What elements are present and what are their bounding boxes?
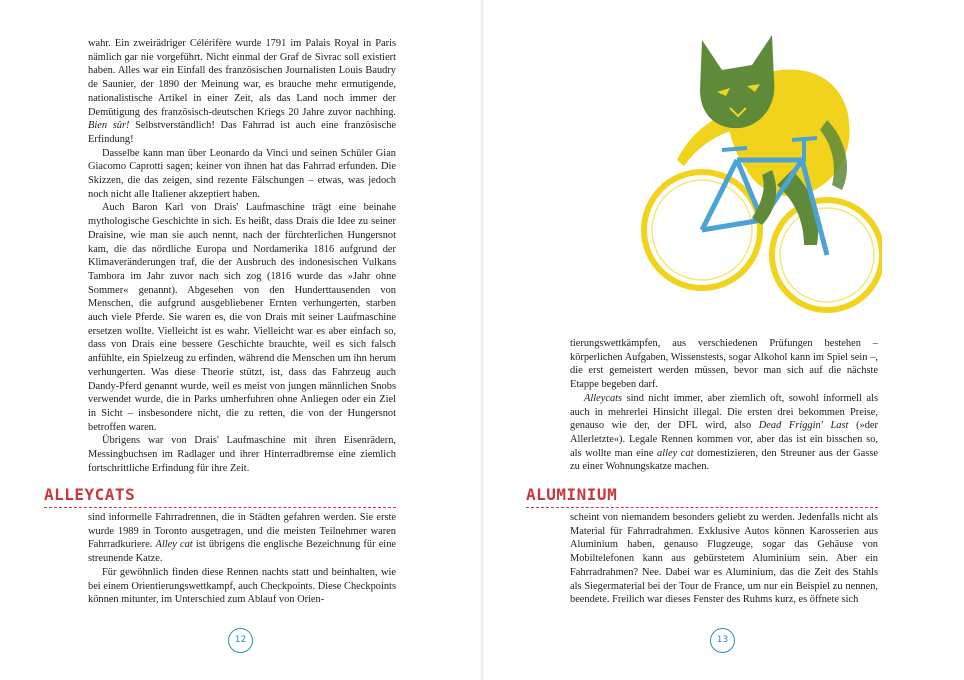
page-number: 13 <box>710 628 735 653</box>
paragraph: sind informelle Fahrradrennen, die in Städten gefahren werden. Sie erste wurde 1989 in Toronto ausgetragen, und die meisten Teilnehmer waren Fahrradkuriere. Alley cat ist übrigens die englische Bezeichnung für eine streunende Katze. <box>88 512 396 565</box>
section-heading-alleycats: ALLEYCATS <box>44 485 136 504</box>
paragraph: wahr. Ein zweirädriger Célérifère wurde 1791 im Palais Royal in Paris nämlich gar nie vorgeführt. Nicht einmal der Graf de Sivrac soll existiert haben. Alles war ein Einfall des französischen Journalisten Louis Baudry de Saunier, der 1890 der Meinung war, es brauche mehr ermutigende, nationalistische Artikel in einer Zeit, als das Land noch immer der Demütigung des französisch-deutschen Kriegs 20 Jahre zuvor nachhing. Bien sûr! Selbstverständlich! Das Fahrrad ist auch eine französische Erfindung! <box>88 38 396 145</box>
paragraph: scheint von niemandem besonders geliebt zu werden. Jedenfalls nicht als Material für Fahrradrahmen. Exklusive Autos können Karosserien aus Aluminium haben, genauso Flugzeuge, sogar das Gehäuse von Mobiltelefonen kann aus gebürstetem Aluminium sein. Aber ein Fahrradrahmen? Nee. Dabei war es Aluminium, das die Zeit des Stahls als Siegermaterial bei der Tour de France, um nur ein Beispiel zu nennen, beendete. Freilich war dieses Fenster des Ruhms kurz, es öffnete sich <box>570 512 878 606</box>
paragraph: Auch Baron Karl von Drais' Laufmaschine trägt eine beinahe mythologische Geschichte in sich. Es heißt, dass Drais die Idee zu seiner Draisine, wie man sie auch nennt, nach der fürchterlichen Hungersnot kam, die das nördliche Europa und Nordamerika 1816 aufgrund der Klimaveränderungen traf, die der Ausbruch des indonesischen Vulkans Tambora im Jahr zuvor nach sich zog (1816 wurde das »Jahr ohne Sommer« genannt). Abgesehen von den Hunderttausenden von Menschen, die aufgrund ausgebliebener Ernten verhungerten, starben auch viele Pferde. Sie waren es, die von Drais mit seiner Laufmaschine ersetzen wollte. Vielleicht ist es wahr. Vielleicht war es aber einfach so, dass von Drais eine bessere Geschichte brauchte, weil es sich falsch anfühlte, ein Spielzeug zu erfinden, während die Menschen um ihn herum verhungerten. Was diese Theorie stützt, ist, dass das Fahrzeug auch Dandy-Pferd genannt wurde, weil es meist von jungen männlichen Snobs verwendet wurde, die in Parks umherfuhren ohne Anliegen oder ein Ziel in Sicht – insbesondere nicht, die zu retten, die von der Hungersnot betroffen waren. <box>88 202 396 433</box>
right-page <box>482 0 964 680</box>
right-page-body <box>570 337 878 474</box>
cat-riding-bicycle-illustration <box>622 20 882 320</box>
alleycats-body <box>88 511 396 607</box>
paragraph: tierungswettkämpfen, aus verschiedenen Prüfungen bestehen – körperlichen Aufgaben, Wissenstests, sogar Alkohol kann im Spiel sein –, die erst gemeistert werden müssen, bevor man sich auf die nächste Etappe begeben darf. <box>570 338 878 391</box>
section-heading-aluminium: ALUMINIUM <box>526 485 618 504</box>
cat-head <box>700 35 774 128</box>
left-page-body <box>88 37 396 476</box>
aluminium-body <box>570 511 878 607</box>
paragraph: Übrigens war von Drais' Laufmaschine mit ihren Eisenrädern, Messingbuchsen im Radlager und ihrer Hinterradbremse eine ziemlich fortschrittliche Erfindung für ihre Zeit. <box>88 435 396 474</box>
paragraph: Alleycats sind nicht immer, aber ziemlich oft, sowohl informell als auch in mehrerlei Hinsicht illegal. Die ersten drei bekommen Preise, genauso wie der, der DFL wird, also Dead Friggin' Last (»der Allerletzte«). Legale Rennen kommen vor, aber das ist ein bisschen so, als wollte man eine alley cat domestizieren, den Streuner aus der Gasse zu einer Wohnungskatze machen. <box>570 392 878 473</box>
page-number: 12 <box>228 628 253 653</box>
heading-divider <box>44 507 396 508</box>
paragraph: Dasselbe kann man über Leonardo da Vinci und seinen Schüler Gian Giacomo Caprotti sagen; keiner von ihnen hat das Fahrrad erfunden. Die Skizzen, die das zeigen, sind rezente Fälschungen – etwas, was jedoch noch nicht alle Italiener akzeptiert haben. <box>88 147 396 200</box>
heading-divider <box>526 507 878 508</box>
paragraph: Für gewöhnlich finden diese Rennen nachts statt und beinhalten, wie bei einem Orientierungswettkampf, auch Checkpoints. Diese Checkpoints können mitunter, im Unterschied zum Ablauf von Orien- <box>88 566 396 606</box>
